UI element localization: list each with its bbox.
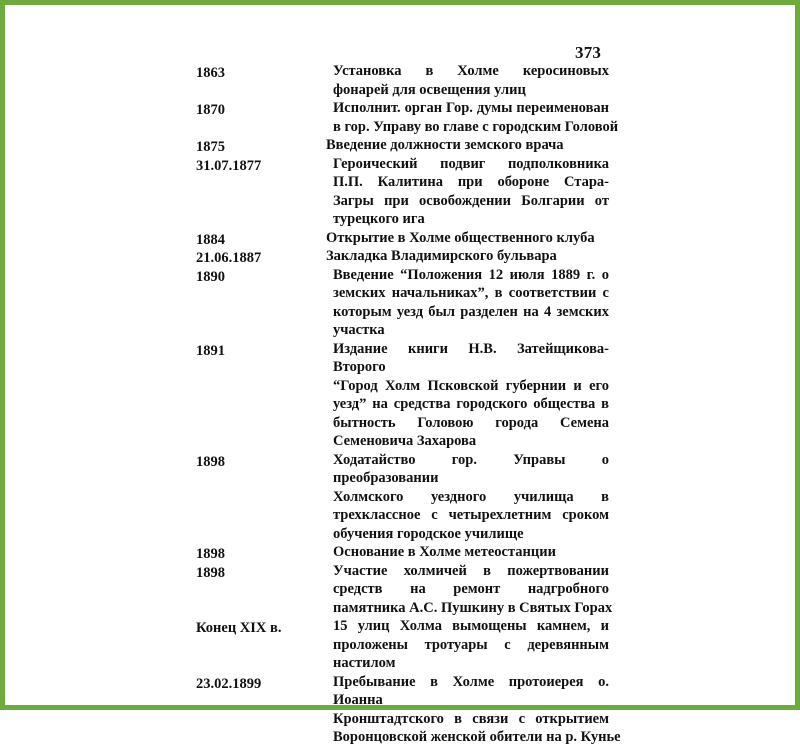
description-line: участка [333, 322, 385, 338]
chronology-entry [0, 136, 800, 155]
description-line: которым уезд был разделен на 4 земских [333, 303, 609, 320]
entry-date: 1898 [196, 453, 225, 470]
chronology-entry [0, 229, 800, 248]
description-line: бытность Головою города Семена [333, 414, 609, 431]
entry-description [333, 155, 609, 229]
entry-date: 23.02.1899 [196, 675, 262, 692]
entry-description [333, 451, 609, 544]
entry-date: 1870 [196, 102, 225, 118]
chronology-entry [0, 155, 800, 229]
entry-description [333, 617, 609, 673]
entry-description [333, 99, 619, 136]
description-line: турецкого ига [333, 211, 425, 227]
description-line: настилом [333, 655, 396, 671]
description-line: “Город Холм Псковской губернии и его [333, 377, 609, 394]
description-line: трехклассное с четырехлетним сроком [333, 507, 609, 523]
entry-date: 1890 [196, 268, 225, 285]
chronology-entry [0, 99, 800, 136]
entry-date: 1891 [196, 342, 225, 359]
chronology-entry [0, 247, 800, 266]
description-line: земских начальниках”, в соответствии с [333, 285, 609, 301]
entry-description [333, 62, 609, 99]
entry-date: 1898 [196, 564, 225, 581]
entry-description [333, 340, 609, 451]
description-line: Закладка Владимирского бульвара [326, 248, 557, 264]
entry-description [333, 543, 609, 562]
description-line: Установка в Холме керосиновых [333, 63, 609, 79]
entry-date: 1863 [196, 65, 225, 81]
page-number: 373 [575, 43, 602, 62]
description-line: Открытие в Холме общественного клуба [326, 229, 595, 246]
chronology-list [0, 62, 800, 747]
entry-date: 31.07.1877 [196, 157, 262, 174]
entry-date: 1898 [196, 546, 225, 562]
entry-description [326, 136, 602, 155]
description-line: проложены тротуары с деревянным [333, 636, 609, 653]
description-line: Участие холмичей в пожертвовании [333, 562, 609, 579]
description-line: Введение должности земского врача [326, 137, 564, 153]
description-line: памятника А.С. Пушкину в Святых Горах [333, 599, 613, 616]
description-line: фонарей для освещения улиц [333, 81, 526, 98]
entry-date: 1875 [196, 139, 225, 155]
description-line: Основание в Холме метеостанции [333, 544, 556, 560]
description-line: Кронштадтского в связи с открытием [333, 710, 609, 727]
description-line: Исполнит. орган Гор. думы переименован [333, 100, 609, 116]
entry-date: 1884 [196, 231, 225, 248]
description-line: Издание книги Н.В. Затейщикова-Второго [333, 340, 609, 375]
entry-date: Конец XIX в. [196, 620, 282, 636]
description-line: Семеновича Захарова [333, 433, 477, 449]
description-line: в гор. Управу во главе с городским Головой [333, 118, 619, 135]
chronology-entry [0, 266, 800, 340]
description-line: Героический подвиг подполковника [333, 155, 609, 172]
description-line: уезд” на средства городского общества в [333, 396, 609, 412]
description-line: Пребывание в Холме протоиерея о. Иоанна [333, 673, 609, 708]
entry-description [326, 229, 602, 248]
chronology-entry [0, 543, 800, 562]
entry-description [326, 247, 602, 266]
description-line: Введение “Положения 12 июля 1889 г. о [333, 266, 609, 283]
description-line: обучения городское училище [333, 525, 524, 542]
entry-description [333, 562, 613, 618]
chronology-entry [0, 340, 800, 451]
entry-date: 21.06.1887 [196, 250, 262, 266]
description-line: Холмского уездного училища в [333, 488, 609, 505]
chronology-entry [0, 62, 800, 99]
description-line: П.П. Калитина при обороне Стара- [333, 174, 609, 190]
chronology-entry [0, 617, 800, 673]
description-line: Загры при освобождении Болгарии от [333, 192, 609, 209]
description-line: 15 улиц Холма вымощены камнем, и [333, 618, 609, 634]
entry-description [333, 266, 609, 340]
chronology-entry [0, 562, 800, 618]
description-line: Воронцовской женской обители на р. Кунье [333, 729, 621, 745]
description-line: Ходатайство гор. Управы о преобразовании [333, 451, 609, 486]
chronology-entry [0, 451, 800, 544]
description-line: средств на ремонт надгробного [333, 581, 609, 597]
